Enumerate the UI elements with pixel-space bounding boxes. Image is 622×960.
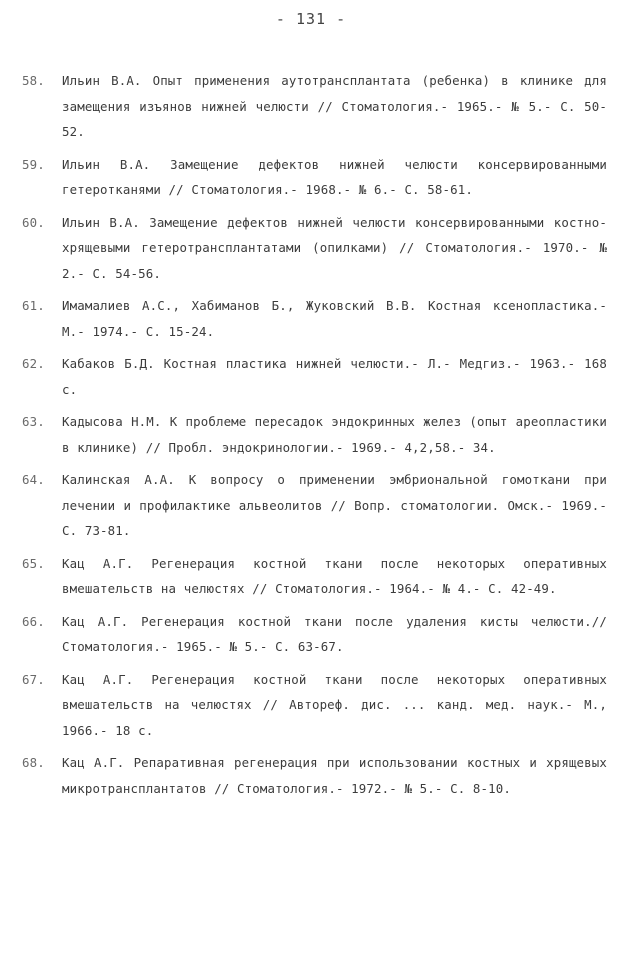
reference-number: 66. [22,613,45,629]
reference-text: Ильин В.А. Замещение дефектов нижней челюсти консервированными гетеротканями // Стоматология.- 1968.- № 6.- С. 58-61. [62,156,607,197]
reference-item [22,210,607,287]
reference-number: 62. [22,356,45,371]
reference-item [22,293,607,344]
reference-number: 68. [22,755,45,770]
reference-item [22,551,607,602]
reference-item [22,152,607,203]
reference-number: 65. [22,555,45,571]
reference-item [22,351,607,402]
reference-item [22,409,607,460]
reference-number: 59. [22,156,45,172]
reference-text: Ильин В.А. Опыт применения аутотрансплантата (ребенка) в клинике для замещения изъянов нижней челюсти // Стоматология.- 1965.- № 5.- С. 50-52. [62,73,607,139]
reference-text: Имамалиев А.С., Хабиманов Б., Жуковский В.В. Костная ксенопластика.- М.- 1974.- С. 15-24. [62,298,607,339]
reference-number: 61. [22,298,45,313]
reference-text: Кац А.Г. Регенерация костной ткани после удаления кисты челюсти.// Стоматология.- 1965.- № 5.- С. 63-67. [62,613,607,654]
page-number: - 131 - [275,10,347,28]
reference-number: 58. [22,73,45,88]
reference-number: 60. [22,214,45,230]
reference-item [22,467,607,544]
reference-number: 67. [22,671,45,687]
reference-number: 64. [22,472,45,487]
reference-item [22,609,607,660]
reference-text: Кац А.Г. Регенерация костной ткани после некоторых оперативных вмешательств на челюстях // Стоматология.- 1964.- № 4.- С. 42-49. [62,555,607,596]
reference-number: 63. [22,414,45,429]
reference-item [22,667,607,744]
reference-text: Кац А.Г. Репаративная регенерация при использовании костных и хрящевых микротрансплантатов // Стоматология.- 1972.- № 5.- С. 8-10. [62,755,607,796]
reference-text: Кадысова Н.М. К проблеме пересадок эндокринных желез (опыт ареопластики в клинике) // Пробл. эндокринологии.- 1969.- 4,2,58.- 34. [62,414,607,455]
reference-item [22,750,607,801]
reference-text: Калинская А.А. К вопросу о применении эмбриональной гомоткани при лечении и профилактике альвеолитов // Вопр. стоматологии. Омск.- 1969.- С. 73-81. [62,472,607,538]
reference-item [22,68,607,145]
reference-list [22,68,607,808]
reference-text: Кац А.Г. Регенерация костной ткани после некоторых оперативных вмешательств на челюстях // Автореф. дис. ... канд. мед. наук.- М., 1966.- 18 с. [62,671,607,738]
reference-text: Ильин В.А. Замещение дефектов нижней челюсти консервированными костно-хрящевыми гетеротрансплантатами (опилками) // Стоматология.- 1970.- № 2.- С. 54-56. [62,214,607,281]
reference-text: Кабаков Б.Д. Костная пластика нижней челюсти.- Л.- Медгиз.- 1963.- 168 с. [62,356,607,397]
